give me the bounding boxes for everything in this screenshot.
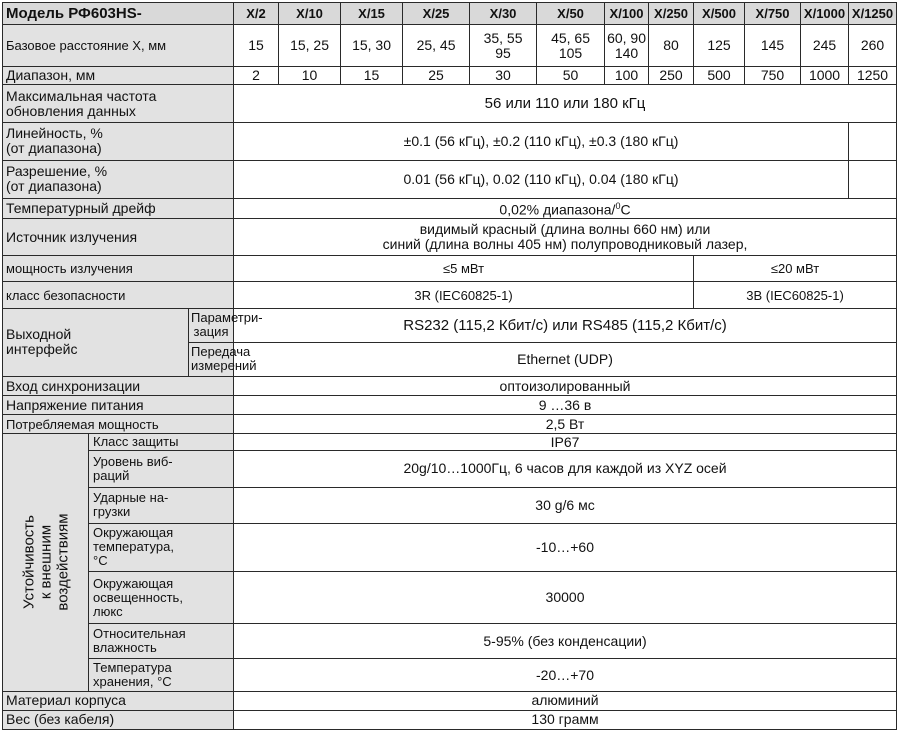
range-value: 1000 bbox=[801, 67, 849, 85]
model-label: Модель РФ603HS- bbox=[3, 3, 234, 25]
supply-voltage-row bbox=[3, 396, 897, 415]
env-row-label: Класс защиты bbox=[89, 434, 234, 451]
power-output-right: ≤20 мВт bbox=[694, 256, 897, 282]
safety-class-left: 3R (IEC60825-1) bbox=[234, 282, 694, 308]
range-value: 1250 bbox=[849, 67, 897, 85]
sync-input-label: Вход синхронизации bbox=[3, 377, 234, 396]
sync-input-row bbox=[3, 377, 897, 396]
safety-class-right: 3B (IEC60825-1) bbox=[694, 282, 897, 308]
model-header: X/750 bbox=[745, 3, 801, 25]
env-row bbox=[3, 451, 897, 487]
model-header: X/25 bbox=[403, 3, 470, 25]
weight-value: 130 грамм bbox=[234, 710, 897, 729]
base-distance-value: 45, 65 105 bbox=[537, 25, 605, 67]
env-row-value: -10…+60 bbox=[234, 523, 897, 571]
sampling-row bbox=[3, 85, 897, 122]
base-distance-value: 260 bbox=[849, 25, 897, 67]
params-value: RS232 (115,2 Кбит/с) или RS485 (115,2 Кбит/с) bbox=[234, 308, 897, 342]
range-row bbox=[3, 67, 897, 85]
env-row-value: 20g/10…1000Гц, 6 часов для каждой из XYZ осей bbox=[234, 451, 897, 487]
model-header: X/250 bbox=[649, 3, 694, 25]
env-row-value: -20…+70 bbox=[234, 659, 897, 691]
resolution-label: Разрешение, % (от диапазона) bbox=[3, 160, 234, 198]
range-label: Диапазон, мм bbox=[3, 67, 234, 85]
supply-voltage-value: 9 …36 в bbox=[234, 396, 897, 415]
base-distance-value: 60, 90 140 bbox=[605, 25, 649, 67]
safety-class-label: класс безопасности bbox=[3, 282, 234, 308]
base-distance-value: 125 bbox=[694, 25, 745, 67]
env-row-label: Ударные на- грузки bbox=[89, 487, 234, 523]
base-distance-value: 245 bbox=[801, 25, 849, 67]
header-row bbox=[3, 3, 897, 25]
sampling-value: 56 или 110 или 180 кГц bbox=[234, 85, 897, 122]
env-row bbox=[3, 572, 897, 624]
env-row-value: 5-95% (без конденсации) bbox=[234, 624, 897, 659]
env-row-label: Окружающая температура, °С bbox=[89, 523, 234, 571]
model-header: X/500 bbox=[694, 3, 745, 25]
model-header: X/100 bbox=[605, 3, 649, 25]
base-distance-value: 80 bbox=[649, 25, 694, 67]
housing-label: Материал корпуса bbox=[3, 691, 234, 710]
range-value: 15 bbox=[341, 67, 403, 85]
temp-drift-label: Температурный дрейф bbox=[3, 199, 234, 219]
range-value: 500 bbox=[694, 67, 745, 85]
power-consumption-label: Потребляемая мощность bbox=[3, 415, 234, 434]
sync-input-value: оптоизолированный bbox=[234, 377, 897, 396]
housing-row bbox=[3, 691, 897, 710]
env-row-label: Температура хранения, °С bbox=[89, 659, 234, 691]
linearity-row bbox=[3, 122, 897, 160]
power-output-left: ≤5 мВт bbox=[234, 256, 694, 282]
env-row-label: Относительная влажность bbox=[89, 624, 234, 659]
range-value: 2 bbox=[234, 67, 279, 85]
light-source-row bbox=[3, 219, 897, 256]
env-row-value: 30 g/6 мс bbox=[234, 487, 897, 523]
resolution-value: 0.01 (56 кГц), 0.02 (110 кГц), 0.04 (180 кГц) bbox=[234, 160, 849, 198]
weight-row bbox=[3, 710, 897, 729]
linearity-label: Линейность, % (от диапазона) bbox=[3, 122, 234, 160]
base-distance-value: 35, 55 95 bbox=[470, 25, 537, 67]
linearity-value: ±0.1 (56 кГц), ±0.2 (110 кГц), ±0.3 (180 кГц) bbox=[234, 122, 849, 160]
env-row bbox=[3, 659, 897, 691]
env-row bbox=[3, 487, 897, 523]
model-header: X/10 bbox=[279, 3, 341, 25]
base-distance-value: 15, 30 bbox=[341, 25, 403, 67]
env-row-value: 30000 bbox=[234, 572, 897, 624]
range-value: 10 bbox=[279, 67, 341, 85]
power-consumption-row bbox=[3, 415, 897, 434]
supply-voltage-label: Напряжение питания bbox=[3, 396, 234, 415]
output-interface-label: Выходной интерфейс bbox=[3, 308, 189, 376]
weight-label: Вес (без кабеля) bbox=[3, 710, 234, 729]
range-value: 50 bbox=[537, 67, 605, 85]
resolution-empty-cell bbox=[849, 160, 897, 198]
transfer-label: Передача измерений bbox=[189, 342, 234, 376]
temp-drift-row bbox=[3, 199, 897, 219]
model-header: X/2 bbox=[234, 3, 279, 25]
environment-label: Устойчивость к внешним воздействиям bbox=[3, 434, 89, 691]
resolution-row bbox=[3, 160, 897, 198]
range-value: 100 bbox=[605, 67, 649, 85]
power-output-label: мощность излучения bbox=[3, 256, 234, 282]
env-row-value: IP67 bbox=[234, 434, 897, 451]
housing-value: алюминий bbox=[234, 691, 897, 710]
range-value: 750 bbox=[745, 67, 801, 85]
env-row bbox=[3, 434, 897, 451]
env-row bbox=[3, 624, 897, 659]
env-row-label: Уровень виб- раций bbox=[89, 451, 234, 487]
base-distance-value: 15 bbox=[234, 25, 279, 67]
light-source-value: видимый красный (длина волны 660 нм) или синий (длина волны 405 нм) полупроводниковый лазер, bbox=[234, 219, 897, 256]
model-header: X/15 bbox=[341, 3, 403, 25]
power-consumption-value: 2,5 Вт bbox=[234, 415, 897, 434]
range-value: 30 bbox=[470, 67, 537, 85]
transfer-value: Ethernet (UDP) bbox=[234, 342, 897, 376]
model-header: X/30 bbox=[470, 3, 537, 25]
base-distance-label: Базовое расстояние X, мм bbox=[3, 25, 234, 67]
interface-params-row bbox=[3, 308, 897, 342]
base-distance-value: 25, 45 bbox=[403, 25, 470, 67]
env-row-label: Окружающая освещенность, люкс bbox=[89, 572, 234, 624]
base-distance-value: 145 bbox=[745, 25, 801, 67]
range-value: 25 bbox=[403, 67, 470, 85]
env-row bbox=[3, 523, 897, 571]
safety-class-row bbox=[3, 282, 897, 308]
linearity-empty-cell bbox=[849, 122, 897, 160]
light-source-label: Источник излучения bbox=[3, 219, 234, 256]
base-distance-value: 15, 25 bbox=[279, 25, 341, 67]
model-header: X/1250 bbox=[849, 3, 897, 25]
params-label: Параметри- зация bbox=[189, 308, 234, 342]
model-header: X/50 bbox=[537, 3, 605, 25]
model-header: X/1000 bbox=[801, 3, 849, 25]
temp-drift-value: 0,02% диапазона/$^0$С bbox=[234, 199, 897, 219]
power-output-row bbox=[3, 256, 897, 282]
sampling-label: Максимальная частота обновления данных bbox=[3, 85, 234, 122]
spec-table bbox=[2, 2, 897, 730]
base-distance-row bbox=[3, 25, 897, 67]
range-value: 250 bbox=[649, 67, 694, 85]
